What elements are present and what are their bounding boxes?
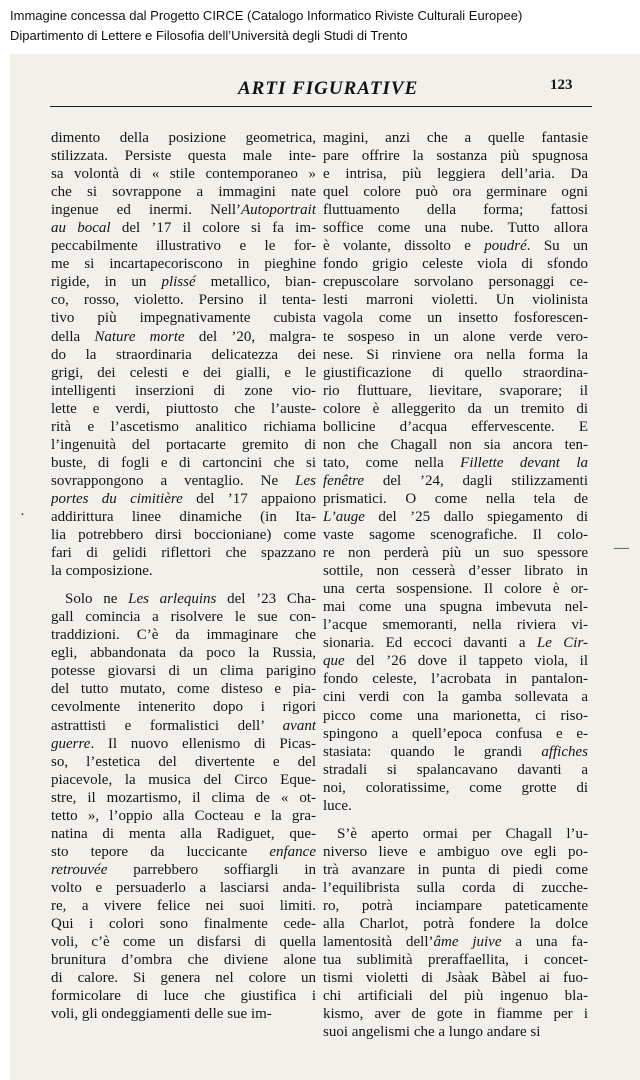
text-line: lia potrebbero dirsi boccioniane) come: [51, 527, 316, 544]
text-line: peccabilmente illustrativo e le for-: [51, 238, 316, 255]
text-line: addirittura linee dinamiche (in Ita-: [51, 508, 316, 525]
text-line: l’acque smemoranti, nella riviera vi-: [323, 617, 588, 634]
text-line: magini, anzi che a quelle fantasie: [323, 130, 588, 146]
text-line: L’auge del ’25 dallo spiegamento di: [323, 508, 588, 525]
text-line: tato, come nella Fillette devant la: [323, 454, 588, 471]
text-line: luce.: [323, 797, 352, 814]
text-line: fondo grigio celeste viola di sfondo: [323, 256, 588, 273]
text-line: Qui i colori sono finalmente cede-: [51, 916, 316, 933]
text-line: crepuscolare sorvolano personaggi ce-: [323, 274, 588, 291]
text-line: non che Chagall non sia ancora ten-: [323, 436, 588, 453]
text-line: vaste sagome scenografiche. Il colo-: [323, 527, 588, 544]
text-line: del tutto mutato, come disteso e pia-: [51, 681, 316, 698]
text-line: picco come una marionetta, ci riso-: [323, 707, 588, 724]
text-line: natina di menta alla Radiguet, que-: [51, 825, 316, 842]
text-line: mai come una spugna imbevuta nel-: [323, 599, 588, 616]
text-line: tismi violetti di Jsàak Bàbel ai fuo-: [323, 970, 588, 987]
text-line: bollicine d’acqua effervescente. E: [323, 418, 588, 435]
text-line: ro, potrà inciampare pateticamente: [323, 897, 588, 914]
image-credit: [10, 6, 630, 45]
text-line: giustificazione di quello straordina-: [323, 364, 588, 381]
text-line: quel colore può ora germinare ogni: [323, 184, 588, 201]
text-line: tua sublimità preraffaellita, i concet-: [323, 952, 588, 969]
text-line: dimento della posizione geometrica,: [51, 130, 316, 146]
text-line: do la straordinaria delicatezza dei: [51, 346, 316, 363]
text-line: colore è alleggerito da un tremito di: [323, 400, 588, 417]
text-line: trà avanzare in punta di piedi come: [323, 861, 588, 878]
text-line: me si incartapecoriscono in pieghine: [51, 256, 316, 273]
text-line: sionaria. Ed eccoci davanti a Le Cir-: [323, 635, 588, 652]
text-line: buste, di fogli e di cartoncini che si: [51, 454, 316, 471]
credit-line-2: Dipartimento di Lettere e Filosofia dell’Università degli Studi di Trento: [10, 27, 408, 43]
text-line: re, a vivere felice nei suoi limiti.: [51, 897, 316, 914]
text-line: S’è aperto ormai per Chagall l’u-: [337, 825, 588, 842]
text-line: portes du cimitière del ’17 appaiono: [51, 490, 316, 507]
text-line: pare offrire la sostanza più spugnosa: [323, 148, 588, 165]
text-line: stilizzata. Persiste questa male inte-: [51, 148, 316, 165]
text-line: guerre. Il nuovo ellenismo di Picas-: [51, 735, 316, 752]
text-line: gall comincia a risolvere le sue con-: [51, 609, 316, 626]
text-line: cini verdi con la gamba sollevata a: [323, 689, 588, 706]
text-line: brunitura d’ombra che diviene alone: [51, 952, 316, 969]
text-line: fluttuamento della forma; fattosi: [323, 202, 588, 219]
text-line: traddizioni. C’è da immaginare che: [51, 627, 316, 644]
text-line: la composizione.: [51, 563, 153, 580]
text-line: te sospeso in un alone verde vero-: [323, 328, 588, 345]
text-line: voli, gli ondeggiamenti delle sue im-: [51, 1006, 272, 1023]
text-line: nese. Si rinviene ora nella forma la: [323, 346, 588, 363]
text-column-left: [51, 129, 316, 1023]
text-line: soffice come una nube. Tutto allora: [323, 220, 588, 237]
text-line: Solo ne Les arlequins del ’23 Cha-: [65, 591, 316, 608]
text-line: una certa sospensione. Il colore è or-: [323, 581, 588, 598]
text-line: stasiata: quando le grandi affiches: [323, 743, 588, 760]
text-line: di calore. Si genera nel colore un: [51, 970, 316, 987]
text-line: l’equilibrista sulla corda di zucche-: [323, 879, 588, 896]
text-line: rigide, in un plissé metallico, bian-: [51, 274, 316, 291]
text-line: piacevole, la musica del Circo Eque-: [51, 771, 316, 788]
text-line: retrouvée parrebbero soffiargli in: [51, 861, 316, 878]
text-line: alla Charlot, potrà fondere la dolce: [323, 916, 588, 933]
text-line: niverso lieve e ambiguo ove egli po-: [323, 843, 588, 860]
text-line: ingenue ed inermi. Nell’Autoportrait: [51, 202, 316, 219]
text-line: è volante, dissolto e poudré. Su un: [323, 238, 588, 255]
text-line: della Nature morte del ’20, malgra-: [51, 328, 316, 345]
paragraph-gap: [323, 815, 588, 825]
text-line: au bocal del ’17 il colore si fa im-: [51, 220, 316, 237]
text-line: volto e persuaderlo a lasciarsi anda-: [51, 879, 316, 896]
text-line: sto tepore da luccicante enfance: [51, 843, 316, 860]
text-line: co, rosso, violetto. Persino il tenta-: [51, 292, 316, 309]
text-line: so, l’estetica del divertente e del: [51, 753, 316, 770]
text-line: grigi, dei celesti e dei gialli, e le: [51, 364, 316, 381]
page-number: 123: [550, 77, 573, 93]
text-line: fondo celeste, l’acrobata in pantalon-: [323, 671, 588, 688]
header-rule: [50, 106, 592, 107]
margin-mark: —: [614, 540, 629, 556]
text-line: tivo più impegnativamente cubista: [51, 310, 316, 327]
text-line: lesti marroni violetti. Un violinista: [323, 292, 588, 309]
text-line: potesse giovarsi di un clima parigino: [51, 663, 316, 680]
text-line: tetto », l’oppio alla Cocteau e la gra-: [51, 807, 316, 824]
text-line: sottile, non cesserà d’esser librato in: [323, 563, 588, 580]
text-line: cevolmente intenerito dopo i rigori: [51, 699, 316, 716]
text-line: egli, abbandonata da poco la Russia,: [51, 645, 316, 662]
text-line: spingono a quell’epoca confusa e e-: [323, 725, 588, 742]
text-line: chi artificiali del più ingenuo bla-: [323, 988, 588, 1005]
text-line: prismatici. O come nella tela de: [323, 490, 588, 507]
text-line: suoi angelismi che a lungo andare si: [323, 1024, 541, 1041]
text-line: formicolare di luce che giustifica i: [51, 988, 316, 1005]
text-line: l’ingenuità del portacarte gremito di: [51, 436, 316, 453]
text-line: astrattisti e formalistici dell’ avant: [51, 717, 316, 734]
scanned-page: [10, 54, 640, 1080]
text-line: vagola come un insetto fosforescen-: [323, 310, 588, 327]
text-line: fenêtre del ’24, dagli stilizzamenti: [323, 472, 588, 489]
text-line: stre, il mozartismo, il clima de « ot-: [51, 789, 316, 806]
paragraph-gap: [51, 580, 316, 590]
text-line: que del ’26 dove il tappeto viola, il: [323, 653, 588, 670]
text-line: sa volontà di « stile contemporaneo »: [51, 166, 316, 183]
text-line: voli, c’è come un disfarsi di quella: [51, 934, 316, 951]
text-line: kismo, aver de gote in fiamme per i: [323, 1006, 588, 1023]
text-line: rità e l’ascetismo analitico richiama: [51, 418, 316, 435]
text-line: re non perderà più un suo spessore: [323, 545, 588, 562]
text-line: lette e verdi, piuttosto che l’auste-: [51, 400, 316, 417]
text-line: e intrisa, più leggiera dell’aria. Da: [323, 166, 588, 183]
running-title: ARTI FIGURATIVE: [238, 78, 419, 99]
text-line: fari di gelidi riflettori che spazzano: [51, 545, 316, 562]
margin-mark: ·: [20, 507, 25, 523]
credit-line-1: Immagine concessa dal Progetto CIRCE (Catalogo Informatico Riviste Culturali Europee): [10, 8, 523, 23]
text-line: stradali si spalancavano davanti a: [323, 761, 588, 778]
text-column-right: [323, 129, 588, 1041]
text-line: noi, coloratissime, come grotte di: [323, 779, 588, 796]
text-line: intelligenti inserzioni di zone vio-: [51, 382, 316, 399]
text-line: sovrappongono a ventaglio. Ne Les: [51, 472, 316, 489]
text-line: lamentosità dell’âme juive a una fa-: [323, 934, 588, 951]
text-line: che si sovrappone a immagini nate: [51, 184, 316, 201]
text-line: rio fluttuare, lievitare, svaporare; il: [323, 382, 588, 399]
